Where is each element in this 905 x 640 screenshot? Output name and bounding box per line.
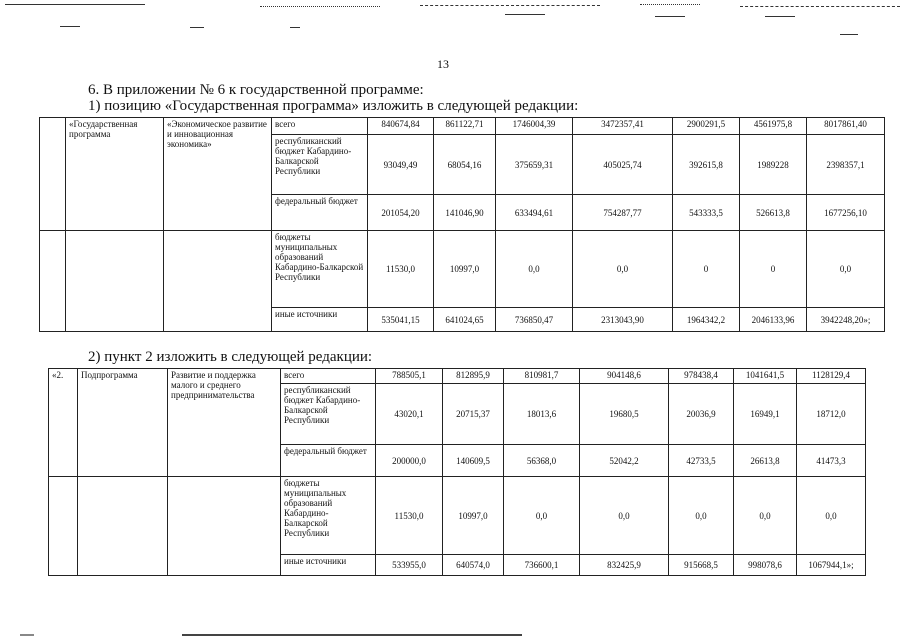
value-cell: 526613,8: [740, 195, 807, 231]
value-cell: 3472357,41: [573, 118, 673, 135]
funding-source-cell: всего: [281, 369, 376, 384]
value-cell: 998078,6: [734, 555, 797, 576]
value-cell: 201054,20: [368, 195, 434, 231]
item-2-heading: 2) пункт 2 изложить в следующей редакции:: [88, 349, 373, 365]
empty-cell: [49, 477, 78, 576]
value-cell: 18712,0: [797, 384, 866, 445]
funding-source-cell: иные источники: [272, 308, 368, 332]
value-cell: 1677256,10: [807, 195, 885, 231]
value-cell: 1964342,2: [673, 308, 740, 332]
value-cell: 788505,1: [376, 369, 443, 384]
value-cell: 812895,9: [443, 369, 504, 384]
value-cell: 8017861,40: [807, 118, 885, 135]
value-cell: 978438,4: [669, 369, 734, 384]
value-cell: 754287,77: [573, 195, 673, 231]
value-cell: 861122,71: [434, 118, 496, 135]
value-cell: 93049,49: [368, 135, 434, 195]
value-cell: 141046,90: [434, 195, 496, 231]
program-type-cell: «Государственная программа: [66, 118, 164, 231]
value-cell: 10997,0: [443, 477, 504, 555]
value-cell: 1989228: [740, 135, 807, 195]
value-cell: 533955,0: [376, 555, 443, 576]
value-cell: 840674,84: [368, 118, 434, 135]
value-cell: 0,0: [734, 477, 797, 555]
value-cell: 2313043,90: [573, 308, 673, 332]
empty-cell: [168, 477, 281, 576]
value-cell: 11530,0: [368, 231, 434, 308]
value-cell: 904148,6: [580, 369, 669, 384]
value-cell: 1746004,39: [496, 118, 573, 135]
value-cell: 10997,0: [434, 231, 496, 308]
budget-table-1: [39, 117, 885, 332]
value-cell: 0,0: [669, 477, 734, 555]
value-cell: 375659,31: [496, 135, 573, 195]
item-1-heading: 1) позицию «Государственная программа» изложить в следующей редакции:: [88, 98, 579, 114]
program-name-cell: Развитие и поддержка малого и среднего предпринимательства: [168, 369, 281, 477]
value-cell: 641024,65: [434, 308, 496, 332]
value-cell: 0: [740, 231, 807, 308]
value-cell: 535041,15: [368, 308, 434, 332]
page-number: 13: [437, 57, 449, 71]
row-number-cell: [40, 118, 66, 231]
value-cell: 633494,61: [496, 195, 573, 231]
funding-source-cell: республиканский бюджет Кабардино-Балкарской Республики: [281, 384, 376, 445]
value-cell: 810981,7: [504, 369, 580, 384]
program-type-cell: Подпрограмма: [78, 369, 168, 477]
row-number-cell: «2.: [49, 369, 78, 477]
value-cell: 41473,3: [797, 445, 866, 477]
section-heading: 6. В приложении № 6 к государственной программе:: [88, 82, 424, 98]
funding-source-cell: бюджеты муниципальных образований Кабардино-Балкарской Республики: [281, 477, 376, 555]
value-cell: 0,0: [807, 231, 885, 308]
value-cell: 543333,5: [673, 195, 740, 231]
empty-cell: [66, 231, 164, 332]
table-row: [49, 369, 866, 384]
value-cell: 43020,1: [376, 384, 443, 445]
value-cell: 915668,5: [669, 555, 734, 576]
empty-cell: [40, 231, 66, 332]
funding-source-cell: всего: [272, 118, 368, 135]
value-cell: 0: [673, 231, 740, 308]
value-cell: 2900291,5: [673, 118, 740, 135]
value-cell: 42733,5: [669, 445, 734, 477]
value-cell: 0,0: [797, 477, 866, 555]
value-cell: 736850,47: [496, 308, 573, 332]
value-cell: 2398357,1: [807, 135, 885, 195]
value-cell: 16949,1: [734, 384, 797, 445]
value-cell: 1041641,5: [734, 369, 797, 384]
funding-source-cell: федеральный бюджет: [272, 195, 368, 231]
budget-table-2: [48, 368, 866, 576]
value-cell: 1128129,4: [797, 369, 866, 384]
value-cell: 52042,2: [580, 445, 669, 477]
table-row: [40, 231, 885, 308]
value-cell: 20715,37: [443, 384, 504, 445]
value-cell: 68054,16: [434, 135, 496, 195]
value-cell: 405025,74: [573, 135, 673, 195]
value-cell: 18013,6: [504, 384, 580, 445]
value-cell: 0,0: [504, 477, 580, 555]
value-cell: 11530,0: [376, 477, 443, 555]
value-cell: 20036,9: [669, 384, 734, 445]
value-cell: 26613,8: [734, 445, 797, 477]
funding-source-cell: иные источники: [281, 555, 376, 576]
value-cell: 1067944,1»;: [797, 555, 866, 576]
value-cell: 640574,0: [443, 555, 504, 576]
table-row: [49, 477, 866, 555]
value-cell: 56368,0: [504, 445, 580, 477]
empty-cell: [164, 231, 272, 332]
value-cell: 0,0: [496, 231, 573, 308]
value-cell: 0,0: [573, 231, 673, 308]
funding-source-cell: бюджеты муниципальных образований Кабардино-Балкарской Республики: [272, 231, 368, 308]
value-cell: 2046133,96: [740, 308, 807, 332]
value-cell: 19680,5: [580, 384, 669, 445]
value-cell: 0,0: [580, 477, 669, 555]
value-cell: 140609,5: [443, 445, 504, 477]
funding-source-cell: республиканский бюджет Кабардино-Балкарской Республики: [272, 135, 368, 195]
value-cell: 736600,1: [504, 555, 580, 576]
value-cell: 3942248,20»;: [807, 308, 885, 332]
empty-cell: [78, 477, 168, 576]
table-row: [40, 118, 885, 135]
value-cell: 392615,8: [673, 135, 740, 195]
program-name-cell: «Экономическое развитие и инновационная экономика»: [164, 118, 272, 231]
value-cell: 200000,0: [376, 445, 443, 477]
value-cell: 4561975,8: [740, 118, 807, 135]
funding-source-cell: федеральный бюджет: [281, 445, 376, 477]
value-cell: 832425,9: [580, 555, 669, 576]
